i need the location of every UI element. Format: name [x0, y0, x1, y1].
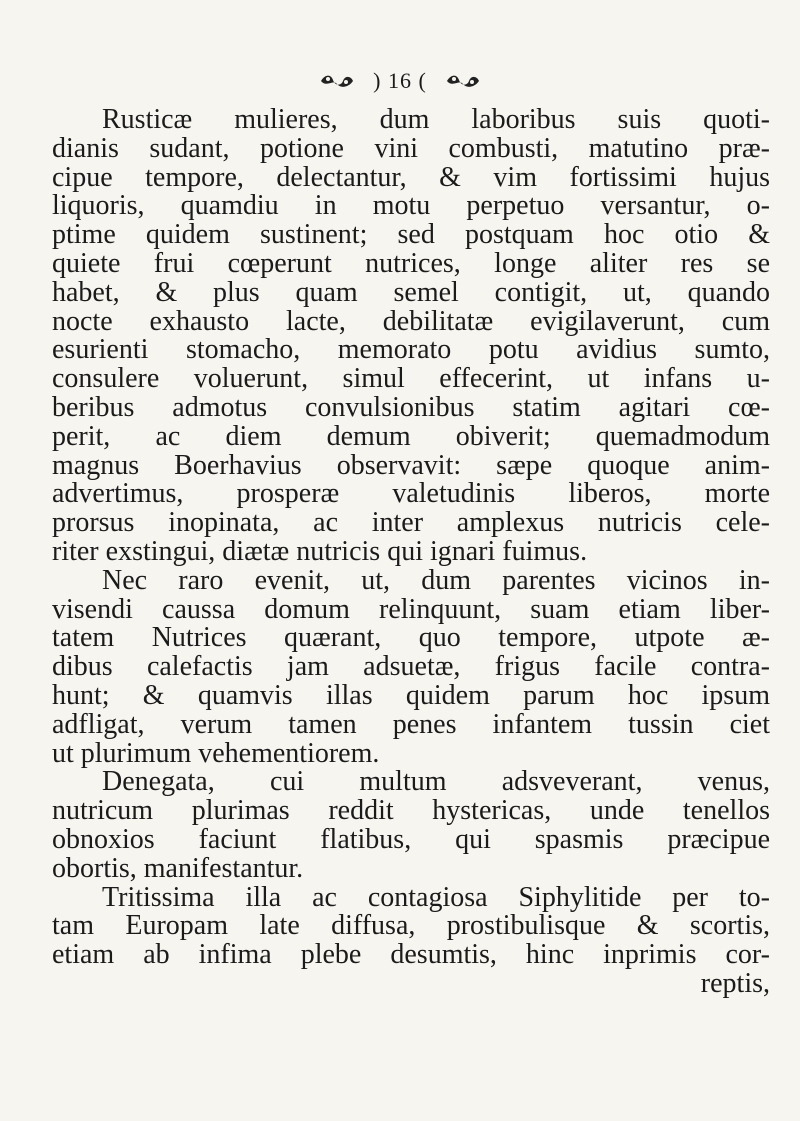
text-line: habet, & plus quam semel contigit, ut, quando [52, 276, 770, 308]
text-line: quiete frui cœperunt nutrices, longe aliter res se [52, 247, 770, 279]
text-line: magnus Boerhavius observavit: sæpe quoque anim- [52, 449, 770, 481]
text-line: ut plurimum vehementiorem. [52, 737, 380, 769]
text-line: etiam ab infima plebe desumtis, hinc inprimis cor- [52, 939, 770, 971]
text-line: Rusticæ mulieres, dum laboribus suis quoti- [102, 104, 770, 135]
text-line: esurienti stomacho, memorato potu avidius sumto, [52, 334, 770, 366]
text-line: ptime quidem sustinent; sed postquam hoc otio & [52, 219, 770, 251]
text-line: tam Europam late diffusa, prostibulisque & scortis, [52, 910, 770, 942]
catchword: reptis, [700, 967, 770, 999]
running-header [0, 64, 800, 98]
text-line: dibus calefactis jam adsuetæ, frigus facile contra- [52, 651, 770, 683]
text-line: nocte exhausto lacte, debilitatæ evigilaverunt, cum [52, 305, 770, 337]
text-line: hunt; & quamvis illas quidem parum hoc ipsum [52, 679, 770, 711]
text-line: tatem Nutrices quærant, quo tempore, utpote æ- [52, 622, 770, 654]
text-line: Denegata, cui multum adsveverant, venus, [102, 766, 770, 798]
page-number: ) 16 ( [373, 68, 427, 93]
text-line: perit, ac diem demum obiverit; quemadmodum [52, 420, 770, 452]
text-line: visendi caussa domum relinquunt, suam etiam liber- [52, 593, 770, 625]
text-line: Tritissima illa ac contagiosa Siphylitide per to- [102, 881, 770, 913]
text-line: Nec raro evenit, ut, dum parentes vicinos in- [102, 564, 770, 596]
body-text [52, 106, 770, 999]
text-line: beribus admotus convulsionibus statim agitari cœ- [52, 391, 770, 423]
text-line: consulere voluerunt, simul effecerint, ut infans u- [52, 363, 770, 395]
text-line: dianis sudant, potione vini combusti, matutino præ- [52, 132, 770, 164]
text-line: nutricum plurimas reddit hystericas, unde tenellos [52, 795, 770, 827]
text-line: adfligat, verum tamen penes infantem tussin ciet [52, 708, 770, 740]
text-line: cipue tempore, delectantur, & vim fortissimi hujus [52, 161, 770, 193]
text-line: liquoris, quamdiu in motu perpetuo versantur, o- [52, 190, 770, 222]
left-ornament-icon [319, 72, 355, 90]
text-line: obortis, manifestantur. [52, 852, 304, 884]
right-ornament-icon [445, 72, 481, 90]
text-line: obnoxios faciunt flatibus, qui spasmis præcipue [52, 823, 770, 855]
text-line: prorsus inopinata, ac inter amplexus nutricis cele- [52, 507, 770, 539]
text-line: advertimus, prosperæ valetudinis liberos, morte [52, 478, 770, 510]
text-line: riter exstingui, diætæ nutricis qui ignari fuimus. [52, 535, 588, 567]
